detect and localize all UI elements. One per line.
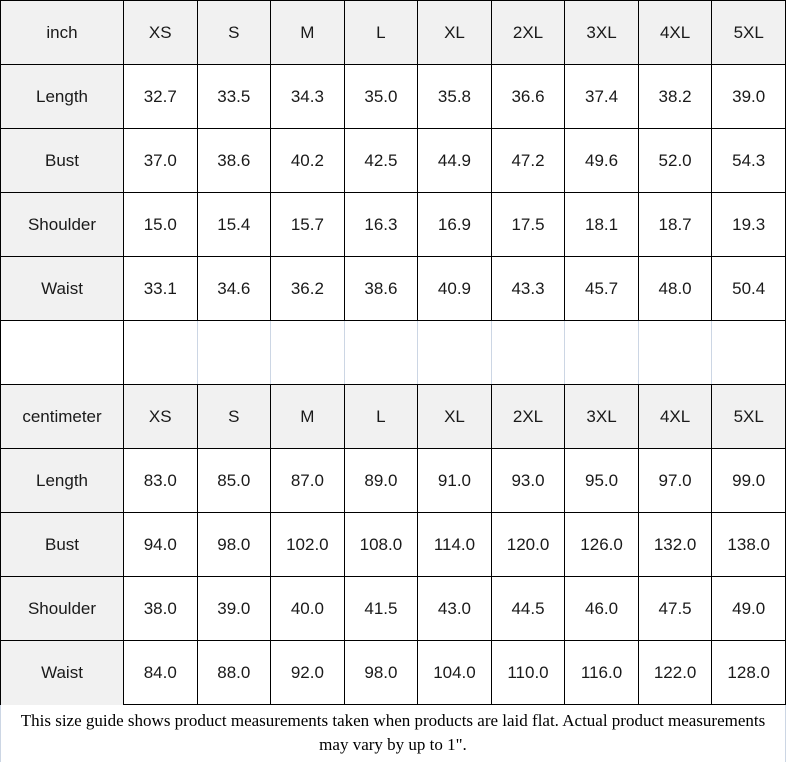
measurement-cell: 38.0 (124, 577, 198, 641)
measurement-cell: 47.5 (638, 577, 712, 641)
measurement-cell: 38.6 (197, 129, 271, 193)
measurement-cell: 40.2 (271, 129, 345, 193)
measurement-cell: 50.4 (712, 257, 786, 321)
spacer-cell (638, 321, 712, 385)
size-header: 4XL (638, 385, 712, 449)
size-guide-note: This size guide shows product measurements taken when products are laid flat. Actual product measurements may vary by up to 1". (0, 705, 786, 762)
measurement-cell: 16.3 (344, 193, 418, 257)
measurement-cell: 38.2 (638, 65, 712, 129)
measurement-cell: 128.0 (712, 641, 786, 705)
measurement-cell: 40.9 (418, 257, 492, 321)
inch-header-row (1, 1, 786, 65)
measurement-cell: 108.0 (344, 513, 418, 577)
measurement-cell: 37.0 (124, 129, 198, 193)
measurement-cell: 93.0 (491, 449, 565, 513)
measurement-cell: 104.0 (418, 641, 492, 705)
size-header: S (197, 385, 271, 449)
size-header: XS (124, 1, 198, 65)
spacer-cell (1, 321, 124, 385)
measurement-cell: 88.0 (197, 641, 271, 705)
measurement-cell: 35.0 (344, 65, 418, 129)
measurement-cell: 83.0 (124, 449, 198, 513)
row-label: Bust (1, 129, 124, 193)
measurement-cell: 35.8 (418, 65, 492, 129)
size-header: L (344, 385, 418, 449)
measurement-cell: 84.0 (124, 641, 198, 705)
measurement-cell: 98.0 (344, 641, 418, 705)
measurement-cell: 37.4 (565, 65, 639, 129)
size-header: L (344, 1, 418, 65)
spacer-cell (344, 321, 418, 385)
measurement-cell: 132.0 (638, 513, 712, 577)
measurement-cell: 39.0 (712, 65, 786, 129)
measurement-cell: 17.5 (491, 193, 565, 257)
size-header: 3XL (565, 385, 639, 449)
table-row (1, 129, 786, 193)
spacer-cell (124, 321, 198, 385)
row-label: Shoulder (1, 577, 124, 641)
size-header: 5XL (712, 385, 786, 449)
measurement-cell: 85.0 (197, 449, 271, 513)
measurement-cell: 91.0 (418, 449, 492, 513)
measurement-cell: 38.6 (344, 257, 418, 321)
measurement-cell: 114.0 (418, 513, 492, 577)
spacer-row (1, 321, 786, 385)
measurement-cell: 89.0 (344, 449, 418, 513)
measurement-cell: 94.0 (124, 513, 198, 577)
measurement-cell: 99.0 (712, 449, 786, 513)
measurement-cell: 42.5 (344, 129, 418, 193)
measurement-cell: 126.0 (565, 513, 639, 577)
measurement-cell: 47.2 (491, 129, 565, 193)
size-header: XL (418, 1, 492, 65)
row-label: Waist (1, 257, 124, 321)
spacer-cell (197, 321, 271, 385)
table-row (1, 257, 786, 321)
measurement-cell: 36.6 (491, 65, 565, 129)
measurement-cell: 34.6 (197, 257, 271, 321)
table-row (1, 641, 786, 705)
measurement-cell: 102.0 (271, 513, 345, 577)
size-header: 4XL (638, 1, 712, 65)
size-header: S (197, 1, 271, 65)
measurement-cell: 45.7 (565, 257, 639, 321)
measurement-cell: 43.0 (418, 577, 492, 641)
measurement-cell: 34.3 (271, 65, 345, 129)
measurement-cell: 49.6 (565, 129, 639, 193)
measurement-cell: 97.0 (638, 449, 712, 513)
measurement-cell: 110.0 (491, 641, 565, 705)
measurement-cell: 116.0 (565, 641, 639, 705)
size-header: XL (418, 385, 492, 449)
measurement-cell: 36.2 (271, 257, 345, 321)
unit-header-inch: inch (1, 1, 124, 65)
size-header: XS (124, 385, 198, 449)
row-label: Shoulder (1, 193, 124, 257)
measurement-cell: 95.0 (565, 449, 639, 513)
spacer-cell (418, 321, 492, 385)
size-header: 5XL (712, 1, 786, 65)
spacer-cell (712, 321, 786, 385)
measurement-cell: 46.0 (565, 577, 639, 641)
measurement-cell: 44.5 (491, 577, 565, 641)
table-row (1, 193, 786, 257)
measurement-cell: 19.3 (712, 193, 786, 257)
measurement-cell: 33.1 (124, 257, 198, 321)
measurement-cell: 122.0 (638, 641, 712, 705)
size-header: 3XL (565, 1, 639, 65)
measurement-cell: 44.9 (418, 129, 492, 193)
unit-header-centimeter: centimeter (1, 385, 124, 449)
table-row (1, 65, 786, 129)
spacer-cell (271, 321, 345, 385)
measurement-cell: 40.0 (271, 577, 345, 641)
measurement-cell: 18.7 (638, 193, 712, 257)
spacer-cell (491, 321, 565, 385)
row-label: Length (1, 65, 124, 129)
measurement-cell: 39.0 (197, 577, 271, 641)
table-row (1, 577, 786, 641)
measurement-cell: 41.5 (344, 577, 418, 641)
measurement-cell: 120.0 (491, 513, 565, 577)
spacer-cell (565, 321, 639, 385)
measurement-cell: 18.1 (565, 193, 639, 257)
size-header: 2XL (491, 1, 565, 65)
size-header: M (271, 385, 345, 449)
row-label: Length (1, 449, 124, 513)
measurement-cell: 52.0 (638, 129, 712, 193)
table-row (1, 513, 786, 577)
measurement-cell: 43.3 (491, 257, 565, 321)
size-header: M (271, 1, 345, 65)
measurement-cell: 16.9 (418, 193, 492, 257)
measurement-cell: 15.0 (124, 193, 198, 257)
centimeter-header-row (1, 385, 786, 449)
row-label: Waist (1, 641, 124, 705)
row-label: Bust (1, 513, 124, 577)
measurement-cell: 33.5 (197, 65, 271, 129)
measurement-cell: 92.0 (271, 641, 345, 705)
measurement-cell: 49.0 (712, 577, 786, 641)
size-header: 2XL (491, 385, 565, 449)
measurement-cell: 138.0 (712, 513, 786, 577)
measurement-cell: 15.4 (197, 193, 271, 257)
measurement-cell: 32.7 (124, 65, 198, 129)
measurement-cell: 54.3 (712, 129, 786, 193)
measurement-cell: 98.0 (197, 513, 271, 577)
measurement-cell: 15.7 (271, 193, 345, 257)
measurement-cell: 48.0 (638, 257, 712, 321)
table-row (1, 449, 786, 513)
measurement-cell: 87.0 (271, 449, 345, 513)
